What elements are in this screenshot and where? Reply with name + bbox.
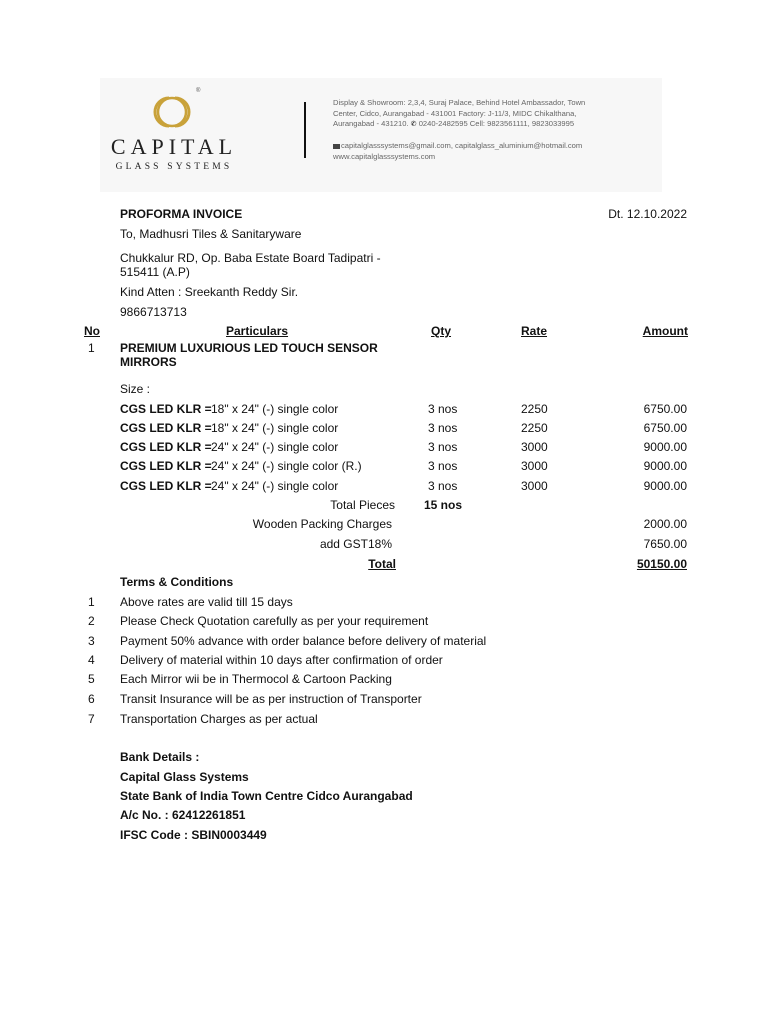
term-text: Transit Insurance will be as per instruction of Transporter [120, 692, 422, 706]
row-code: CGS LED KLR = [120, 459, 212, 473]
row-size: 18" x 24" (-) single color [211, 421, 339, 435]
term-text: Each Mirror wii be in Thermocol & Cartoon Packing [120, 672, 392, 686]
gst-amount: 7650.00 [643, 537, 687, 551]
bank-ifsc: IFSC Code : SBIN0003449 [120, 828, 267, 842]
row-rate: 2250 [521, 421, 548, 435]
row-amount: 9000.00 [643, 440, 687, 454]
packing-label: Wooden Packing Charges [252, 517, 392, 531]
address-line-text: Aurangabad - 431210. [333, 119, 409, 128]
terms-heading: Terms & Conditions [120, 575, 234, 589]
brand-subtitle: GLASS SYSTEMS [115, 162, 233, 172]
company-phones: 0240-2482595 Cell: 9823561111, 9823033995 [418, 119, 575, 128]
row-code: CGS LED KLR = [120, 402, 212, 416]
term-text: Payment 50% advance with order balance before delivery of material [120, 634, 487, 648]
total-amount: 50150.00 [636, 557, 687, 571]
term-number: 6 [88, 692, 95, 706]
row-amount: 6750.00 [643, 402, 687, 416]
recipient-phone: 9866713713 [120, 305, 187, 319]
registered-mark: ® [196, 88, 201, 94]
phone-icon: ✆ [410, 121, 417, 128]
letterhead-divider [304, 102, 306, 158]
row-size: 24" x 24" (-) single color [211, 440, 339, 454]
header-rate: Rate [521, 324, 548, 338]
letterhead [100, 78, 662, 192]
term-number: 3 [88, 634, 95, 648]
header-qty: Qty [431, 324, 452, 338]
term-number: 4 [88, 653, 95, 667]
item-number: 1 [88, 341, 95, 355]
row-amount: 9000.00 [643, 479, 687, 493]
item-title: PREMIUM LUXURIOUS LED TOUCH SENSOR [120, 341, 378, 355]
row-qty: 3 nos [428, 402, 458, 416]
term-text: Above rates are valid till 15 days [120, 595, 293, 609]
company-address [333, 98, 663, 131]
total-label: Total [368, 557, 396, 571]
bank-account-name: Capital Glass Systems [120, 770, 249, 784]
total-pieces-label: Total Pieces [330, 498, 395, 512]
header-no: No [84, 324, 100, 338]
row-amount: 6750.00 [643, 421, 687, 435]
size-label: Size : [120, 382, 151, 396]
recipient: To, Madhusri Tiles & Sanitaryware [120, 227, 302, 241]
mail-icon [333, 144, 340, 149]
address-line: Display & Showroom: 2,3,4, Suraj Palace, Behind Hotel Ambassador, Town [333, 98, 586, 107]
row-code: CGS LED KLR = [120, 440, 212, 454]
row-rate: 3000 [521, 479, 548, 493]
gst-label: add GST18% [319, 537, 392, 551]
row-qty: 3 nos [428, 440, 458, 454]
row-rate: 3000 [521, 459, 548, 473]
term-number: 1 [88, 595, 95, 609]
packing-amount: 2000.00 [643, 517, 687, 531]
address-line [333, 119, 663, 131]
company-emails: capitalglasssystems@gmail.com, capitalglass_aluminium@hotmail.com [341, 141, 583, 150]
bank-heading: Bank Details : [120, 750, 200, 764]
term-text: Transportation Charges as per actual [120, 712, 318, 726]
row-size: 24" x 24" (-) single color (R.) [211, 459, 362, 473]
row-code: CGS LED KLR = [120, 479, 212, 493]
row-amount: 9000.00 [643, 459, 687, 473]
email-line [333, 141, 582, 152]
term-number: 7 [88, 712, 95, 726]
row-size: 18" x 24" (-) single color [211, 402, 339, 416]
row-qty: 3 nos [428, 479, 458, 493]
company-contacts [333, 141, 582, 162]
row-size: 24" x 24" (-) single color [211, 479, 339, 493]
header-particulars: Particulars [226, 324, 289, 338]
website: www.capitalglasssystems.com [333, 151, 436, 161]
total-pieces-value: 15 nos [424, 498, 463, 512]
item-title: MIRRORS [120, 355, 177, 369]
term-text: Delivery of material within 10 days after confirmation of order [120, 653, 443, 667]
recipient-address-line: 515411 (A.P) [120, 265, 190, 279]
row-qty: 3 nos [428, 421, 458, 435]
term-text: Please Check Quotation carefully as per your requirement [120, 614, 429, 628]
recipient-address-line: Chukkalur RD, Op. Baba Estate Board Tadipatri - [120, 251, 381, 265]
term-number: 5 [88, 672, 95, 686]
row-rate: 3000 [521, 440, 548, 454]
address-line: Center, Cidco, Aurangabad - 431001 Factory: J-11/3, MIDC Chikalthana, [333, 108, 577, 118]
invoice-date: Dt. 12.10.2022 [608, 207, 687, 221]
bank-account-number: A/c No. : 62412261851 [120, 808, 246, 822]
invoice-title: PROFORMA INVOICE [120, 207, 243, 221]
row-rate: 2250 [521, 402, 548, 416]
header-amount: Amount [642, 324, 688, 338]
row-qty: 3 nos [428, 459, 458, 473]
company-logo-icon [142, 90, 202, 134]
attention: Kind Atten : Sreekanth Reddy Sir. [120, 285, 299, 299]
term-number: 2 [88, 614, 95, 628]
bank-branch: State Bank of India Town Centre Cidco Aurangabad [120, 789, 413, 803]
row-code: CGS LED KLR = [120, 421, 212, 435]
brand-name: CAPITAL [110, 134, 238, 159]
